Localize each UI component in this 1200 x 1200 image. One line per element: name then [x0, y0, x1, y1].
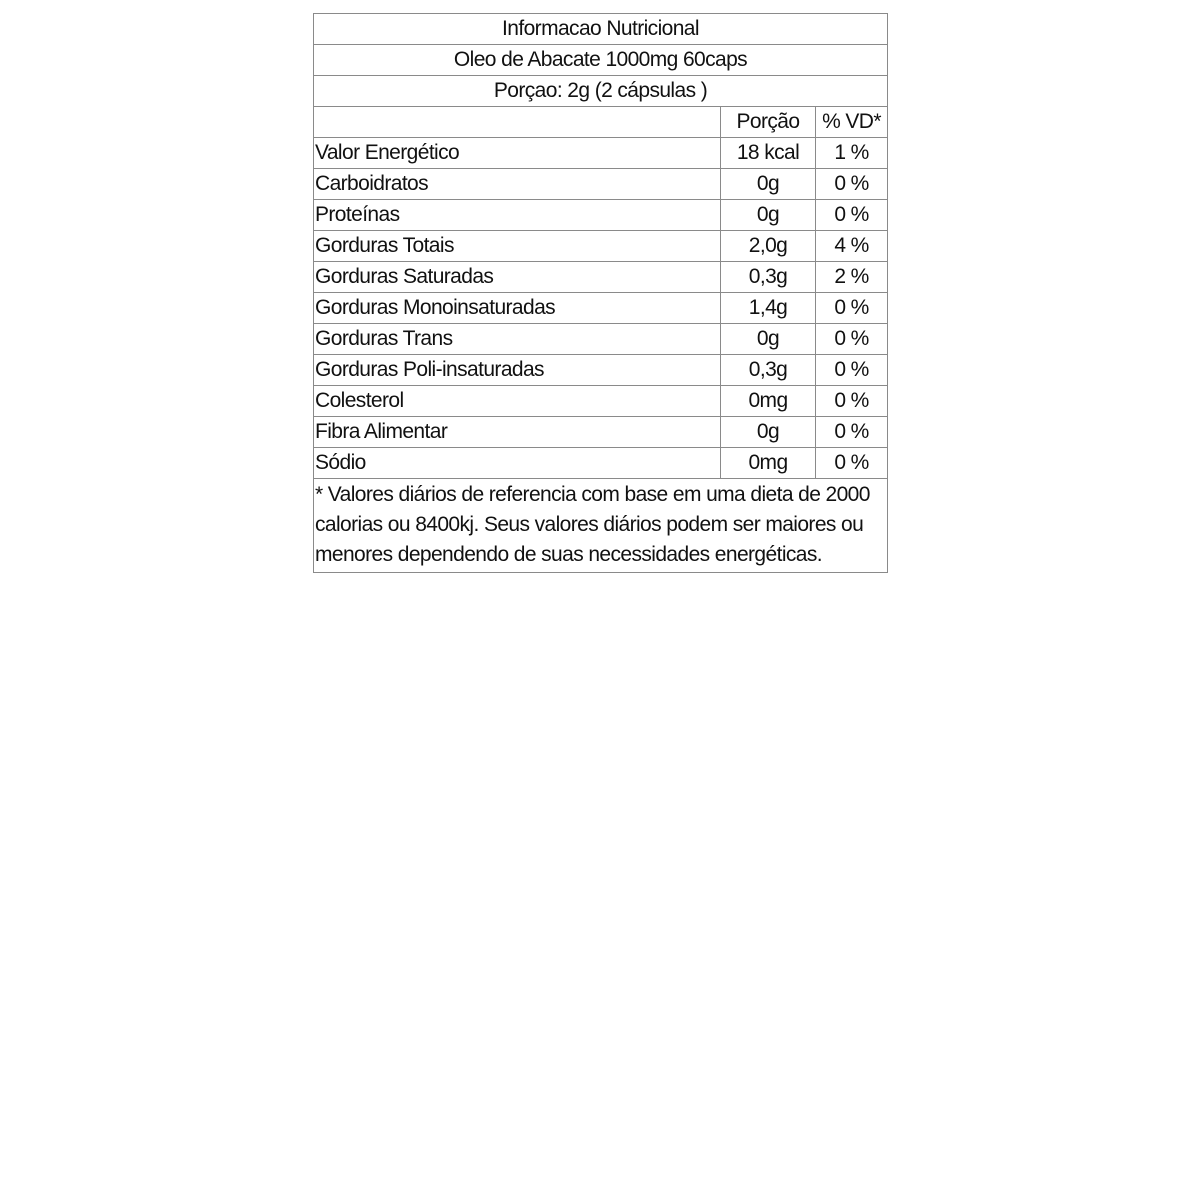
- column-header-blank: [314, 107, 721, 138]
- nutrient-dv: 1 %: [816, 138, 888, 169]
- table-row: [314, 262, 888, 293]
- nutrient-label: Sódio: [314, 448, 721, 479]
- nutrient-amount: 0g: [721, 417, 816, 448]
- nutrient-amount: 0mg: [721, 386, 816, 417]
- nutrient-dv: 0 %: [816, 169, 888, 200]
- table-row: [314, 417, 888, 448]
- table-title: Informacao Nutricional: [314, 14, 888, 45]
- nutrient-amount: 0g: [721, 324, 816, 355]
- nutrient-dv: 0 %: [816, 448, 888, 479]
- nutrient-dv: 0 %: [816, 386, 888, 417]
- nutrient-dv: 0 %: [816, 324, 888, 355]
- column-header-row: [314, 107, 888, 138]
- serving-size: Porçao: 2g (2 cápsulas ): [314, 76, 888, 107]
- nutrient-amount: 0g: [721, 200, 816, 231]
- nutrient-label: Fibra Alimentar: [314, 417, 721, 448]
- nutrient-amount: 0,3g: [721, 262, 816, 293]
- nutrient-label: Carboidratos: [314, 169, 721, 200]
- table-row: [314, 324, 888, 355]
- table-row: [314, 169, 888, 200]
- table-row: [314, 448, 888, 479]
- table-row: [314, 231, 888, 262]
- daily-value-footnote: * Valores diários de referencia com base em uma dieta de 2000 calorias ou 8400kj. Seus valores diários podem ser maiores ou menores dependendo de suas necessidades energéticas.: [314, 479, 888, 573]
- table-row: [314, 293, 888, 324]
- nutrient-dv: 0 %: [816, 293, 888, 324]
- nutrient-label: Gorduras Monoinsaturadas: [314, 293, 721, 324]
- nutrient-label: Gorduras Saturadas: [314, 262, 721, 293]
- product-name: Oleo de Abacate 1000mg 60caps: [314, 45, 888, 76]
- nutrient-dv: 4 %: [816, 231, 888, 262]
- column-header-dv: % VD*: [816, 107, 888, 138]
- table-row: [314, 138, 888, 169]
- nutrient-label: Valor Energético: [314, 138, 721, 169]
- table-row: [314, 355, 888, 386]
- nutrient-dv: 0 %: [816, 200, 888, 231]
- nutrient-label: Colesterol: [314, 386, 721, 417]
- nutrition-facts-table: [313, 13, 888, 573]
- nutrient-label: Gorduras Trans: [314, 324, 721, 355]
- product-row: [314, 45, 888, 76]
- nutrient-amount: 0,3g: [721, 355, 816, 386]
- nutrient-dv: 2 %: [816, 262, 888, 293]
- column-header-portion: Porção: [721, 107, 816, 138]
- table-row: [314, 386, 888, 417]
- nutrient-dv: 0 %: [816, 355, 888, 386]
- nutrient-amount: 2,0g: [721, 231, 816, 262]
- nutrient-dv: 0 %: [816, 417, 888, 448]
- serving-row: [314, 76, 888, 107]
- nutrient-amount: 0mg: [721, 448, 816, 479]
- footnote-row: [314, 479, 888, 573]
- nutrient-amount: 18 kcal: [721, 138, 816, 169]
- table-row: [314, 200, 888, 231]
- title-row: [314, 14, 888, 45]
- nutrient-amount: 1,4g: [721, 293, 816, 324]
- nutrient-amount: 0g: [721, 169, 816, 200]
- nutrient-label: Proteínas: [314, 200, 721, 231]
- nutrient-label: Gorduras Poli-insaturadas: [314, 355, 721, 386]
- nutrient-label: Gorduras Totais: [314, 231, 721, 262]
